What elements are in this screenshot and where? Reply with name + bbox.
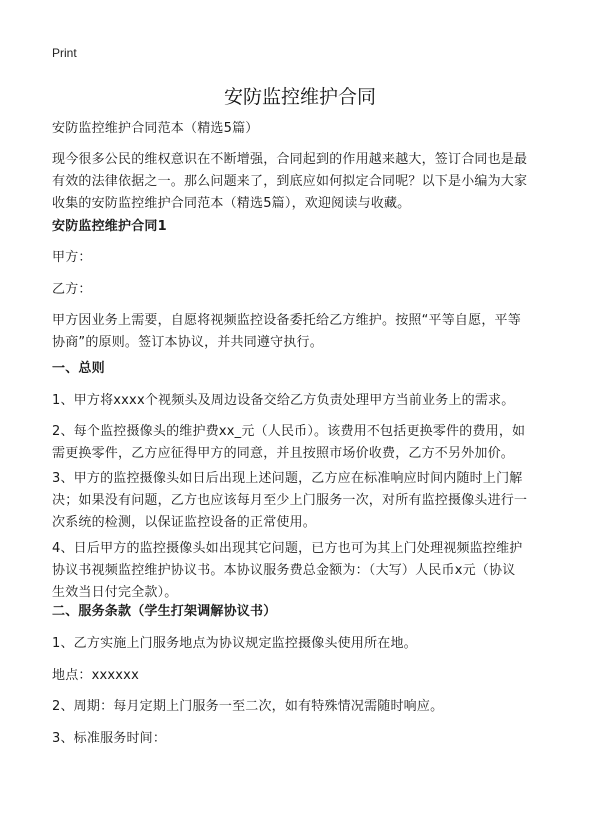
section1-heading: 一、总则 [52, 361, 105, 376]
document-title: 安防监控维护合同 [223, 86, 376, 108]
intro-paragraph [52, 149, 557, 215]
clause-line: 3、甲方的监控摄像头如日后出现上述问题，乙方应在标准响应时间内随时上门解 [52, 471, 523, 486]
clause-2-1: 1、乙方实施上门服务地点为协议规定监控摄像头使用所在地。 [52, 636, 417, 651]
clause-1-4 [52, 538, 557, 604]
preamble-paragraph [52, 310, 557, 354]
clause-line: 需更换零件，乙方应征得甲方的同意，并且按照市场价收费，乙方不另外加价。 [52, 446, 515, 461]
party-a-label: 甲方： [52, 250, 92, 265]
clause-line: 协议书视频监控维护协议书。本协议服务费总金额为：（大写）人民币x元（协议 [52, 563, 516, 578]
clause-1-3 [52, 468, 557, 534]
document-subtitle: 安防监控维护合同范本（精选5篇） [52, 121, 259, 136]
clause-line: 次系统的检测，以保证监控设备的正常使用。 [52, 515, 317, 530]
clause-line: 2、每个监控摄像头的维护费xx_元（人民币）。该费用不包括更换零件的费用，如 [52, 424, 526, 439]
intro-line: 有效的法律依据之一。那么问题来了，到底应如何拟定合同呢？以下是小编为大家 [52, 174, 528, 189]
clause-line: 生效当日付完全款）。 [52, 585, 178, 600]
contract-heading: 安防监控维护合同1 [52, 219, 167, 234]
location-line: 地点：xxxxxx [52, 668, 139, 683]
clause-2-3: 3、标准服务时间： [52, 731, 167, 746]
clause-2-2: 2、周期：每月定期上门服务一至二次，如有特殊情况需随时响应。 [52, 699, 444, 714]
preamble-line: 甲方因业务上需要，自愿将视频监控设备委托给乙方维护。按照“平等自愿，平等 [52, 313, 521, 328]
clause-1-1: 1、甲方将xxxx个视频头及周边设备交给乙方负责处理甲方当前业务上的需求。 [52, 393, 515, 408]
section2-heading: 二、服务条款（学生打架调解协议书） [52, 604, 277, 619]
clause-line: 4、日后甲方的监控摄像头如出现其它问题，已方也可为其上门处理视频监控维护 [52, 541, 523, 556]
intro-line: 现今很多公民的维权意识在不断增强，合同起到的作用越来越大，签订合同也是最 [52, 152, 528, 167]
party-b-label: 乙方： [52, 282, 92, 297]
intro-line: 收集的安防监控维护合同范本（精选5篇），欢迎阅读与收藏。 [52, 196, 411, 211]
clause-line: 决；如果没有问题，乙方也应该每月至少上门服务一次，对所有监控摄像头进行一 [52, 493, 528, 508]
print-link[interactable]: Print [52, 46, 77, 60]
clause-1-2 [52, 421, 557, 465]
preamble-line: 协商”的原则。签订本协议，并共同遵守执行。 [52, 335, 323, 350]
